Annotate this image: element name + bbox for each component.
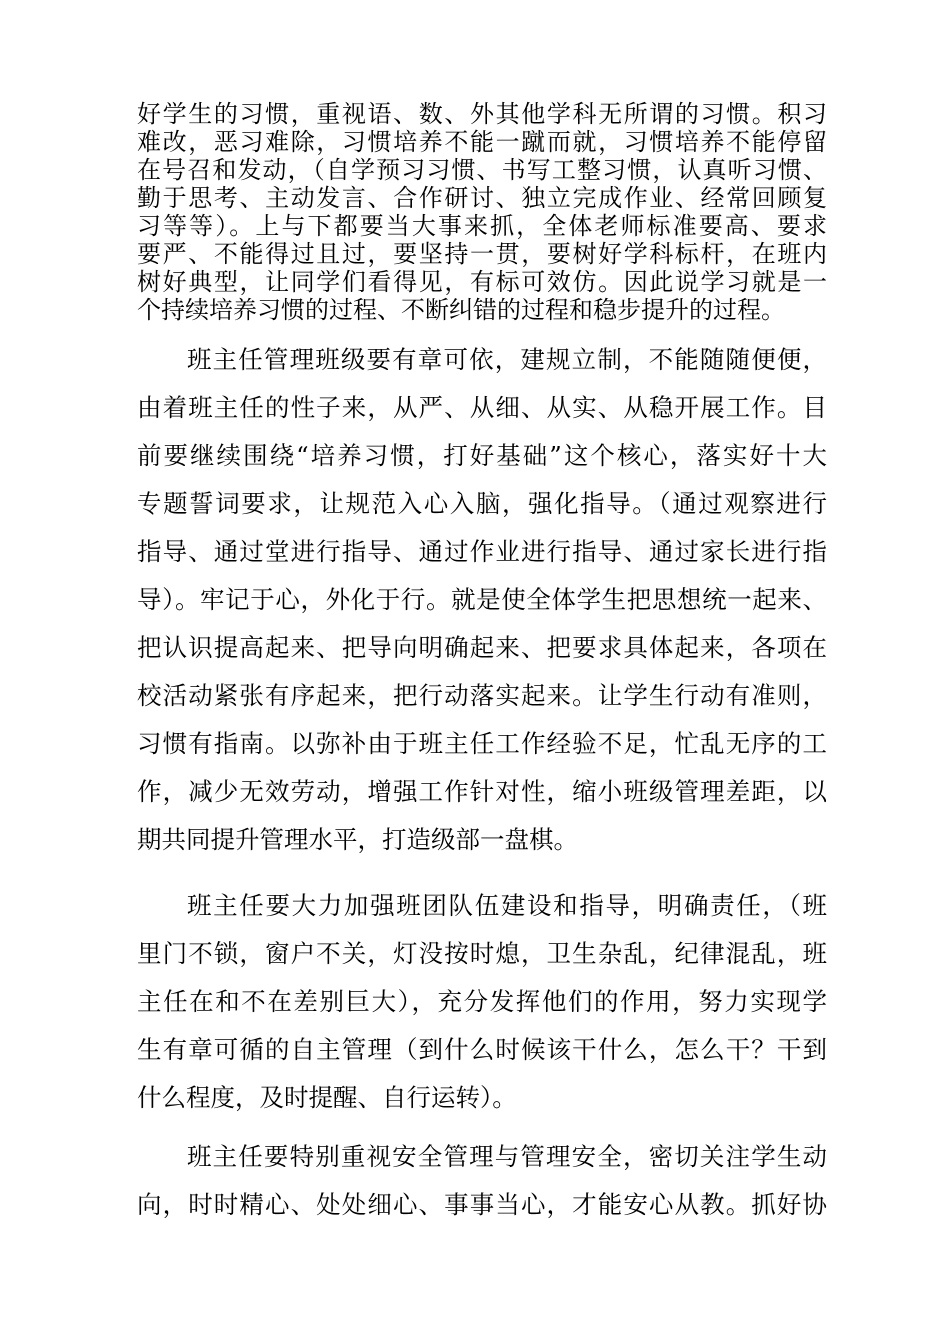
text-line: 勤于思考、主动发言、合作研讨、独立完成作业、经常回顾复	[137, 184, 827, 212]
text-line: 要严、不能得过且过，要坚持一贯，要树好学科标杆，在班内	[137, 240, 827, 268]
text-line: 在号召和发动，（自学预习习惯、书写工整习惯，认真听习惯、	[137, 156, 827, 184]
text-line: 期共同提升管理水平，打造级部一盘棋。	[137, 825, 578, 854]
text-line: 班主任要大力加强班团队伍建设和指导，明确责任，（班	[187, 891, 827, 920]
text-line: 班主任要特别重视安全管理与管理安全，密切关注学生动	[187, 1142, 827, 1171]
text-line: 什么程度，及时提醒、自行运转）。	[137, 1083, 517, 1112]
text-line: 由着班主任的性子来，从严、从细、从实、从稳开展工作。目	[137, 393, 827, 422]
text-line: 生有章可循的自主管理（到什么时候该干什么，怎么干？干到	[137, 1035, 827, 1064]
text-line: 作，减少无效劳动，增强工作针对性，缩小班级管理差距，以	[137, 777, 827, 806]
text-line: 校活动紧张有序起来，把行动落实起来。让学生行动有准则，	[137, 681, 827, 710]
text-line: 专题誓词要求，让规范入心入脑，强化指导。（通过观察进行	[137, 489, 827, 518]
text-line: 里门不锁，窗户不关，灯没按时熄，卫生杂乱，纪律混乱，班	[137, 939, 827, 968]
text-line: 导）。牢记于心，外化于行。就是使全体学生把思想统一起来、	[137, 585, 827, 614]
text-line: 难改，恶习难除，习惯培养不能一蹴而就，习惯培养不能停留	[137, 128, 827, 156]
text-line: 班主任管理班级要有章可依，建规立制，不能随随便便，	[187, 345, 827, 374]
text-line: 好学生的习惯，重视语、数、外其他学科无所谓的习惯。积习	[137, 100, 827, 128]
text-line: 向，时时精心、处处细心、事事当心，才能安心从教。抓好协	[137, 1190, 827, 1219]
text-line: 个持续培养习惯的过程、不断纠错的过程和稳步提升的过程。	[137, 296, 785, 324]
text-line: 把认识提高起来、把导向明确起来、把要求具体起来，各项在	[137, 633, 827, 662]
text-line: 习惯有指南。以弥补由于班主任工作经验不足，忙乱无序的工	[137, 729, 827, 758]
text-line: 树好典型，让同学们看得见，有标可效仿。因此说学习就是一	[137, 268, 827, 296]
text-line: 习等等）。上与下都要当大事来抓，全体老师标准要高、要求	[137, 212, 827, 240]
text-line: 前要继续围绕“培养习惯，打好基础”这个核心，落实好十大	[137, 441, 827, 470]
text-line: 主任在和不在差别巨大），充分发挥他们的作用，努力实现学	[137, 987, 827, 1016]
text-line: 指导、通过堂进行指导、通过作业进行指导、通过家长进行指	[137, 537, 827, 566]
